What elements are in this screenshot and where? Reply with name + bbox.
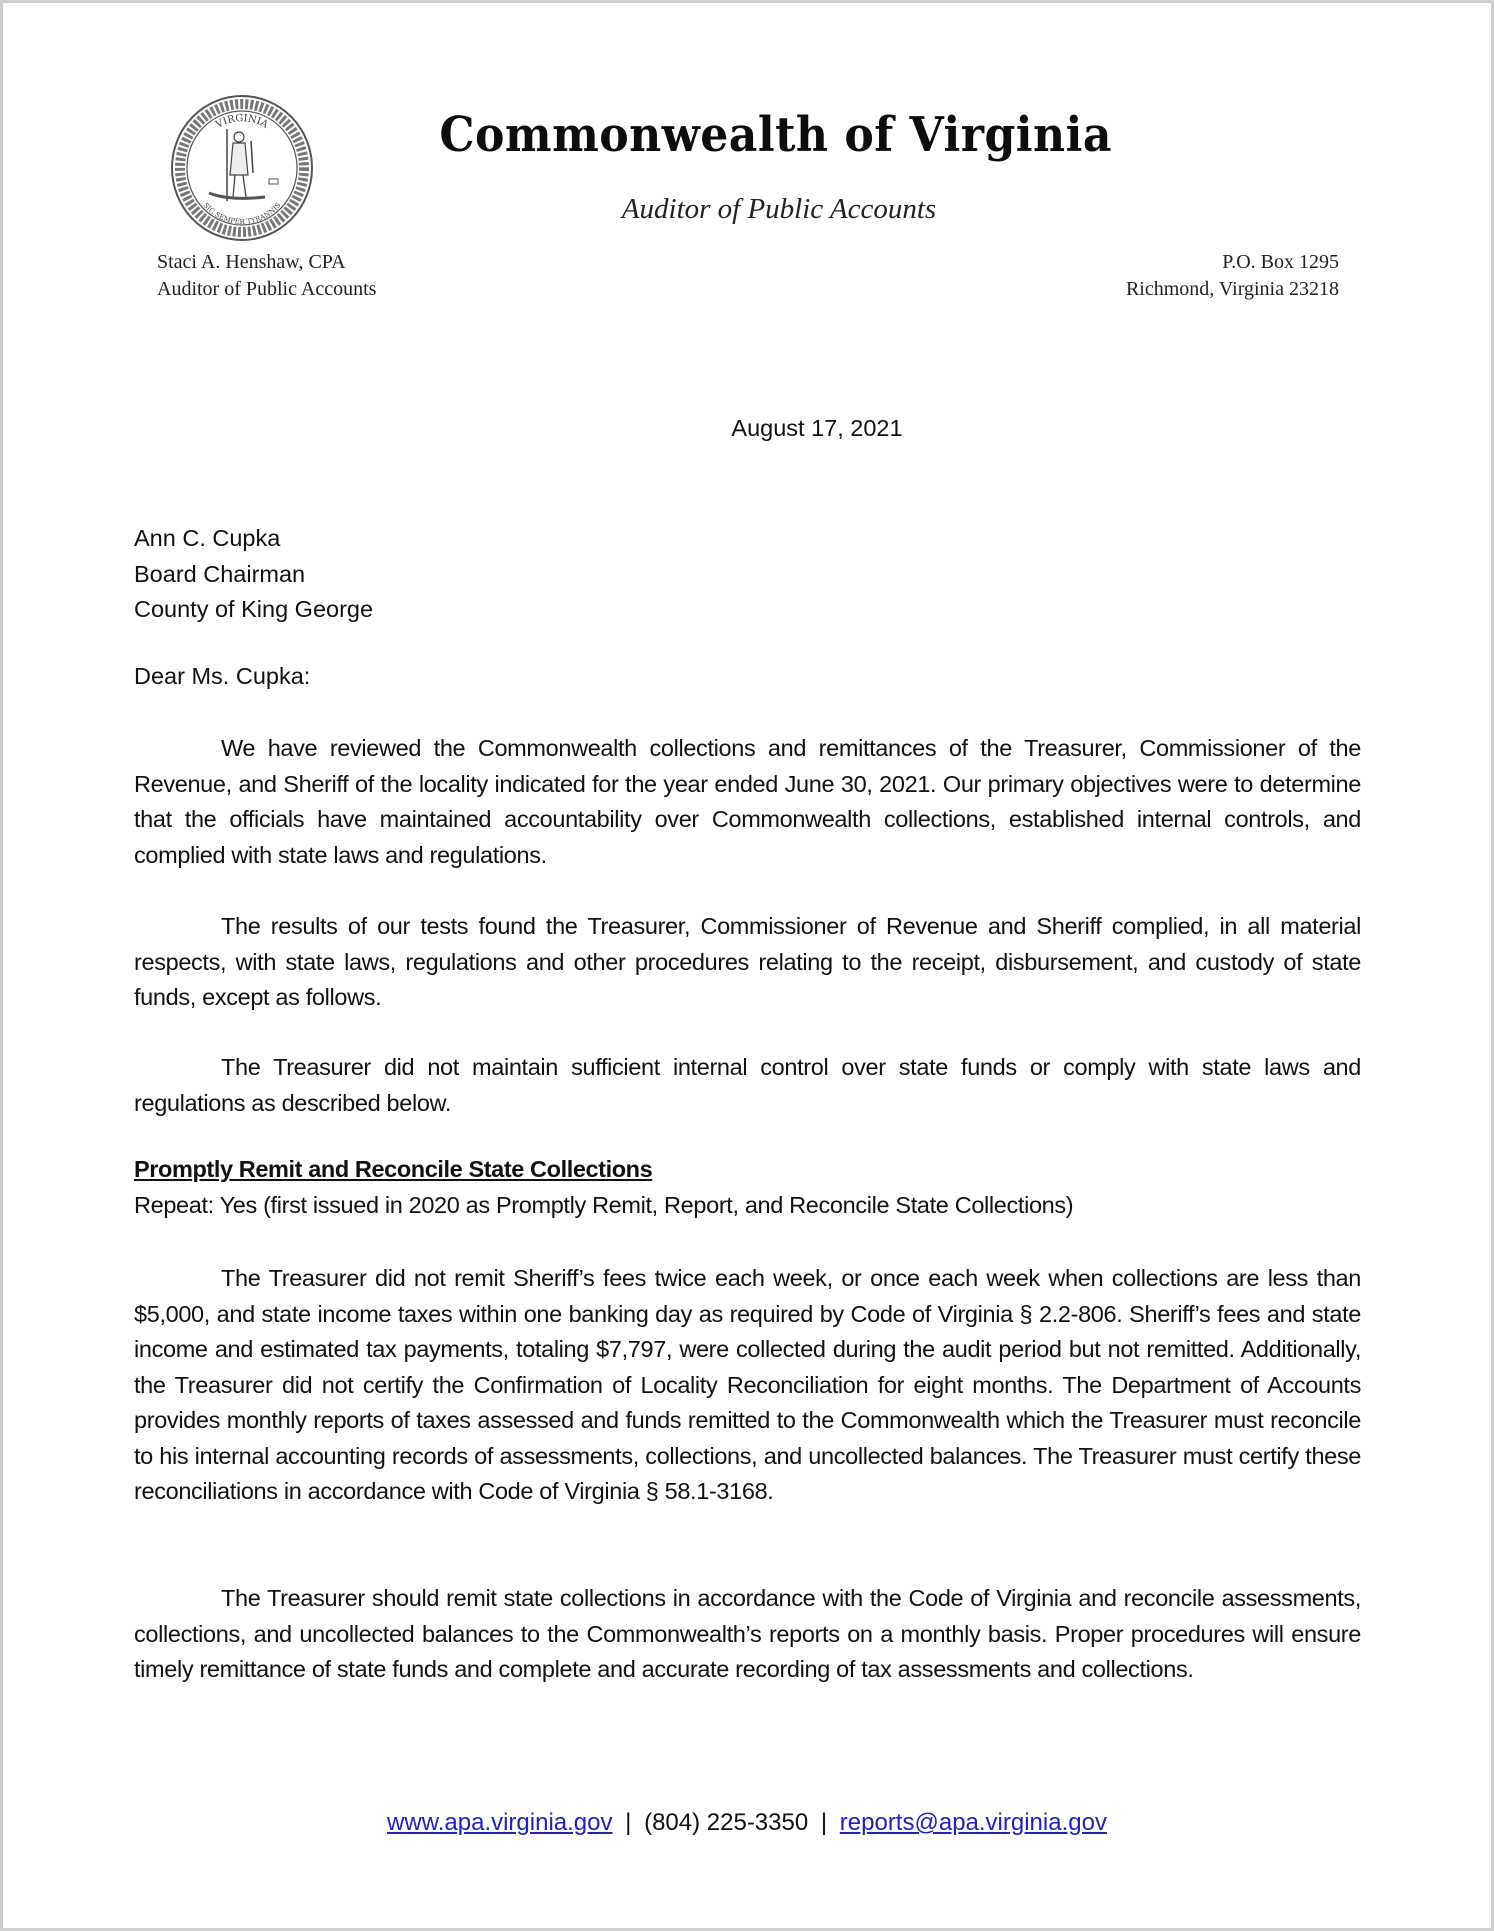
- auditor-name: Staci A. Henshaw, CPA: [157, 251, 346, 273]
- letter-page: [3, 3, 1491, 1928]
- auditor-title: Auditor of Public Accounts: [157, 278, 377, 300]
- footer-separator: |: [820, 1809, 828, 1836]
- letterhead-address-block: [1126, 249, 1339, 303]
- recipient-name: Ann C. Cupka: [134, 525, 281, 551]
- address-line-1: P.O. Box 1295: [1222, 251, 1339, 273]
- footer-separator: |: [625, 1809, 632, 1836]
- finding-repeat-note: Repeat: Yes (first issued in 2020 as Promptly Remit, Report, and Reconcile State Collections): [134, 1192, 1074, 1218]
- letterhead-title: Commonwealth of Virginia: [439, 107, 1112, 163]
- finding-heading: Promptly Remit and Reconcile State Collections: [134, 1156, 653, 1182]
- paragraph-results: The results of our tests found the Treasurer, Commissioner of Revenue and Sheriff complied, in all material respects, with state laws, regulations and other procedures relating to the receipt, disbursement, and custody of state funds, except as follows.: [134, 913, 1361, 1010]
- recipient-block: [134, 521, 373, 628]
- letterhead-subtitle: Auditor of Public Accounts: [621, 193, 937, 225]
- letter-date: August 17, 2021: [731, 415, 903, 441]
- svg-text:SIC SEMPER TYRANNIS: SIC SEMPER TYRANNIS: [201, 201, 283, 226]
- finding-paragraph-condition: The Treasurer did not remit Sheriff’s fees twice each week, or once each week when collections are less than $5,000, and state income taxes within one banking day as required by Code of Virginia § 2.2-806. Sheriff’s fees and state income and estimated tax payments, totaling $7,797, were collected during the audit period but not remitted. Additionally, the Treasurer did not certify the Confirmation of Locality Reconciliation for eight months. The Department of Accounts provides monthly reports of taxes assessed and funds remitted to the Commonwealth which the Treasurer must reconcile to his internal accounting records of assessments, collections, and uncollected balances. The Treasurer must certify these reconciliations in accordance with Code of Virginia § 58.1-3168.: [134, 1265, 1361, 1504]
- paragraph-exceptions: The Treasurer did not maintain sufficient internal control over state funds or comply with state laws and regulations as described below.: [134, 1054, 1361, 1116]
- paragraph-scope: We have reviewed the Commonwealth collections and remittances of the Treasurer, Commissioner of the Revenue, and Sheriff of the locality indicated for the year ended June 30, 2021. Our primary objectives were to determine that the officials have maintained accountability over Commonwealth collections, established internal controls, and complied with state laws and regulations.: [134, 735, 1361, 868]
- letter-footer: [3, 1809, 1491, 1837]
- salutation: Dear Ms. Cupka:: [134, 663, 311, 689]
- phone-number: (804) 225-3350: [644, 1809, 809, 1836]
- recipient-organization: County of King George: [134, 596, 374, 622]
- website-link[interactable]: www.apa.virginia.gov: [387, 1809, 613, 1836]
- finding-paragraph-recommendation: The Treasurer should remit state collections in accordance with the Code of Virginia and reconcile assessments, collections, and uncollected balances to the Commonwealth’s reports on a monthly basis. Proper procedures will ensure timely remittance of state funds and complete and accurate recording of tax assessments and collections.: [134, 1585, 1361, 1682]
- recipient-title: Board Chairman: [134, 560, 306, 587]
- email-link[interactable]: reports@apa.virginia.gov: [839, 1809, 1107, 1836]
- letterhead-auditor-block: [157, 249, 376, 303]
- svg-text:VIRGINIA: VIRGINIA: [214, 113, 270, 131]
- address-line-2: Richmond, Virginia 23218: [1125, 278, 1339, 300]
